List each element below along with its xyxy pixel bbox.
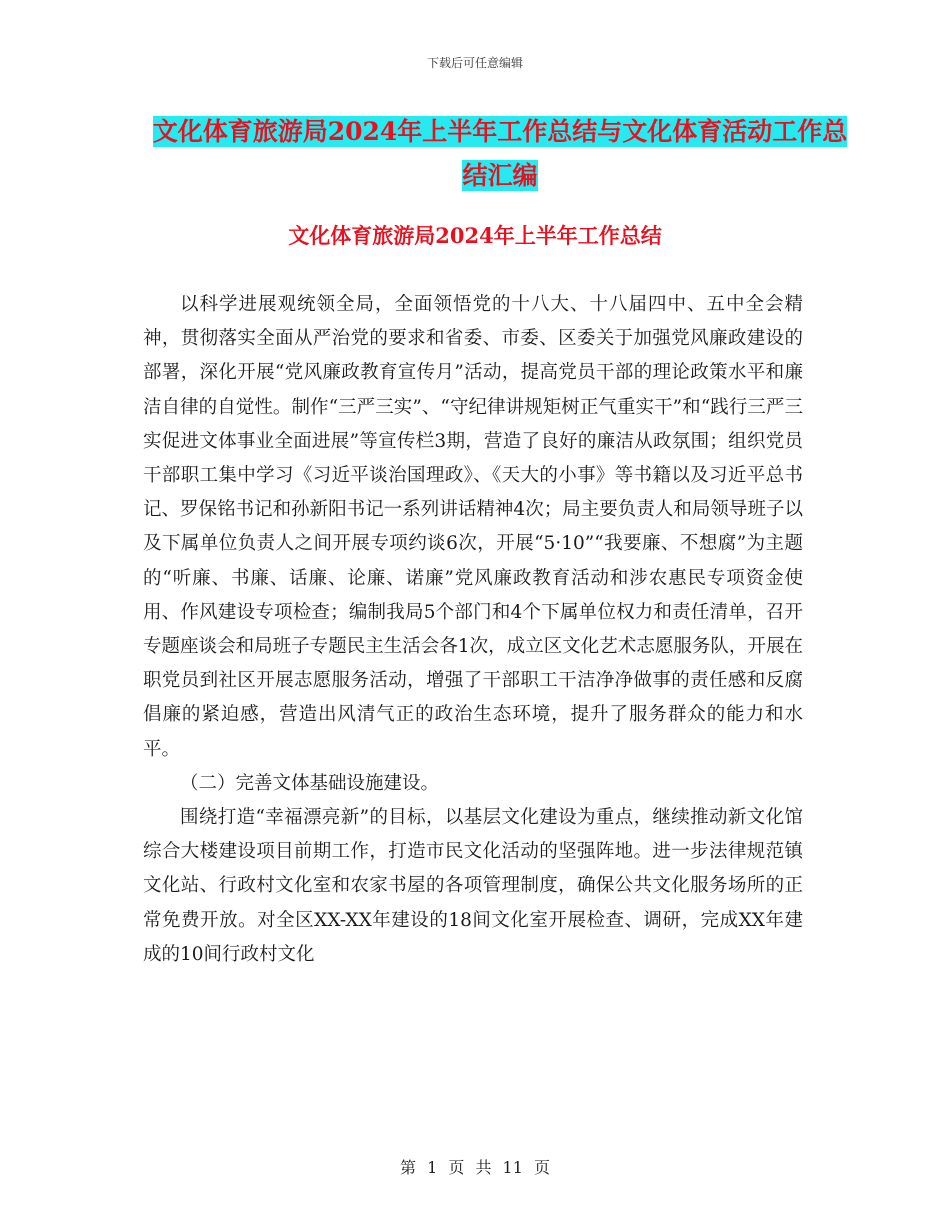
paragraph: （二）完善文体基础设施建设。 xyxy=(180,772,440,794)
page-footer: 第 1 页 共 11 页 xyxy=(400,1158,550,1177)
main-title xyxy=(150,110,850,198)
body-text xyxy=(143,288,803,972)
paragraph: 以科学进展观统领全局，全面领悟党的十八大、十八届四中、五中全会精神，贯彻落实全面从严治党的要求和省委、市委、区委关于加强党风廉政建设的部署，深化开展“党风廉政教育宣传月”活动，提高党员干部的理论政策水平和廉洁自律的自觉性。制作“三严三实”、“守纪律讲规矩树正气重实干”和“践行三严三实促进文体事业全面进展”等宣传栏3期，营造了良好的廉洁从政氛围；组织党员干部职工集中学习《习近平谈治国理政》、《天大的小事》等书籍以及习近平总书记、罗保铭书记和孙新阳书记一系列讲话精神4次；局主要负责人和局领导班子以及下属单位负责人之间开展专项约谈6次，开展“5·10”“我要廉、不想腐”为主题的“听廉、书廉、话廉、论廉、诺廉”党风廉政教育活动和涉农惠民专项资金使用、作风建设专项检查；编制我局5个部门和4个下属单位权力和责任清单，召开专题座谈会和局班子专题民主生活会各1次，成立区文化艺术志愿服务队，开展在职党员到社区开展志愿服务活动，增强了干部职工干洁净净做事的责任感和反腐倡廉的紧迫感，营造出风清气正的政治生态环境，提升了服务群众的能力和水平。 xyxy=(143,294,803,760)
section-title: 文化体育旅游局2024年上半年工作总结 xyxy=(288,223,662,248)
header-note: 下载后可任意编辑 xyxy=(426,56,523,70)
paragraph: 围绕打造“幸福漂亮新”的目标，以基层文化建设为重点，继续推动新文化馆综合大楼建设项目前期工作，打造市民文化活动的坚强阵地。进一步法律规范镇文化站、行政村文化室和农家书屋的各项管理制度，确保公共文化服务场所的正常免费开放。对全区XX-XX年建设的18间文化室开展检查、调研，完成XX年建成的10间行政村文化 xyxy=(143,807,803,965)
main-title-text: 文化体育旅游局2024年上半年工作总结与文化体育活动工作总结汇编 xyxy=(152,117,848,190)
